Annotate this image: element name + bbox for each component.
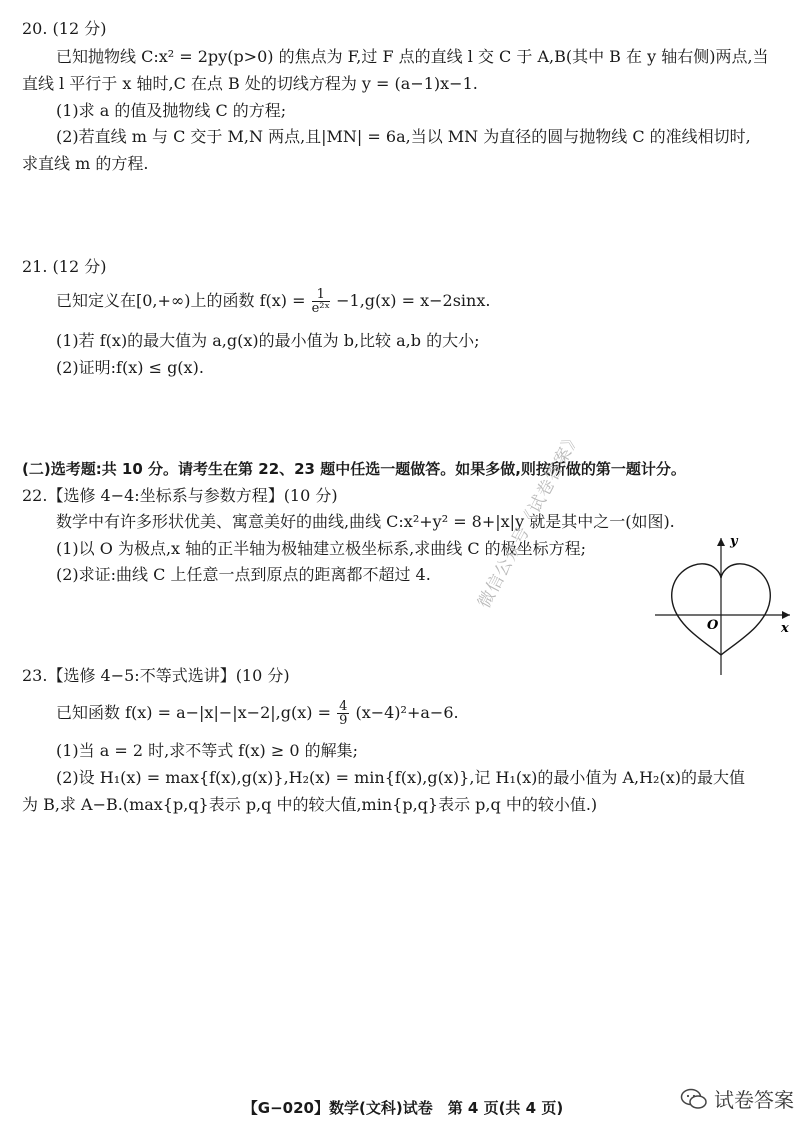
x-axis-label: x <box>781 621 789 636</box>
y-axis-label: y <box>730 534 738 549</box>
q23-line-1 <box>56 700 459 727</box>
heart-curve-figure <box>650 530 800 680</box>
q22-part-2: (2)求证:曲线 C 上任意一点到原点的距离都不超过 4. <box>56 565 431 584</box>
q23-part-1: (1)当 a = 2 时,求不等式 f(x) ≥ 0 的解集; <box>56 741 358 760</box>
q23-heading: 23.【选修 4−5:不等式选讲】(10 分) <box>22 666 290 685</box>
q20-part-2: (2)若直线 m 与 C 交于 M,N 两点,且|MN| = 6a,当以 MN 为直径的圆与抛物线 C 的准线相切时, <box>56 127 751 146</box>
q20-heading: 20. (12 分) <box>22 19 107 38</box>
q23-part-2: (2)设 H₁(x) = max{f(x),g(x)},H₂(x) = min{f(x),g(x)},记 H₁(x)的最小值为 A,H₂(x)的最大值 <box>56 768 745 787</box>
origin-label: O <box>707 618 719 633</box>
q21-line-1-text-b: −1,g(x) = x−2sinx. <box>336 291 491 310</box>
q22-heading: 22.【选修 4−4:坐标系与参数方程】(10 分) <box>22 486 338 505</box>
q22-line-1: 数学中有许多形状优美、寓意美好的曲线,曲线 C:x²+y² = 8+|x|y 就是其中之一(如图). <box>56 512 675 531</box>
q23-line-1-text-b: (x−4)²+a−6. <box>355 703 459 722</box>
q23-fraction <box>337 700 349 727</box>
q21-part-1: (1)若 f(x)的最大值为 a,g(x)的最小值为 b,比较 a,b 的大小; <box>56 331 480 350</box>
section-2-heading: (二)选考题:共 10 分。请考生在第 22、23 题中任选一题做答。如果多做,则按所做的第一题计分。 <box>22 460 686 478</box>
q23-frac-numerator: 4 <box>339 699 348 714</box>
q20-line-1: 已知抛物线 C:x² = 2py(p>0) 的焦点为 F,过 F 点的直线 l 交 C 于 A,B(其中 B 在 y 轴右侧)两点,当 <box>56 47 769 66</box>
q21-part-2: (2)证明:f(x) ≤ g(x). <box>56 358 204 377</box>
q23-frac-denominator: 9 <box>339 713 348 728</box>
q20-part-1: (1)求 a 的值及抛物线 C 的方程; <box>56 101 287 120</box>
q21-frac-numerator: 1 <box>312 288 330 302</box>
q21-line-1 <box>56 288 490 315</box>
page-footer: 【G−020】数学(文科)试卷 第 4 页(共 4 页) <box>242 1099 564 1117</box>
q21-line-1-text-a: 已知定义在[0,+∞)上的函数 f(x) = <box>56 291 306 310</box>
brand-text: 试卷答案 <box>714 1088 794 1112</box>
q21-fraction <box>312 288 330 315</box>
q20-line-5: 求直线 m 的方程. <box>22 154 149 173</box>
q20-line-2: 直线 l 平行于 x 轴时,C 在点 B 处的切线方程为 y = (a−1)x−1. <box>22 74 478 93</box>
q23-line-1-text-a: 已知函数 f(x) = a−|x|−|x−2|,g(x) = <box>56 703 331 722</box>
y-axis-arrow <box>717 538 725 546</box>
q21-frac-denominator: e²ˣ <box>311 301 331 316</box>
q21-heading: 21. (12 分) <box>22 257 107 276</box>
x-axis-arrow <box>782 611 790 619</box>
q23-line-4: 为 B,求 A−B.(max{p,q}表示 p,q 中的较大值,min{p,q}表示 p,q 中的较小值.) <box>22 795 598 814</box>
q22-part-1: (1)以 O 为极点,x 轴的正半轴为极轴建立极坐标系,求曲线 C 的极坐标方程; <box>56 539 587 558</box>
watermark: 微信公众号《试卷答案》 <box>474 427 586 612</box>
